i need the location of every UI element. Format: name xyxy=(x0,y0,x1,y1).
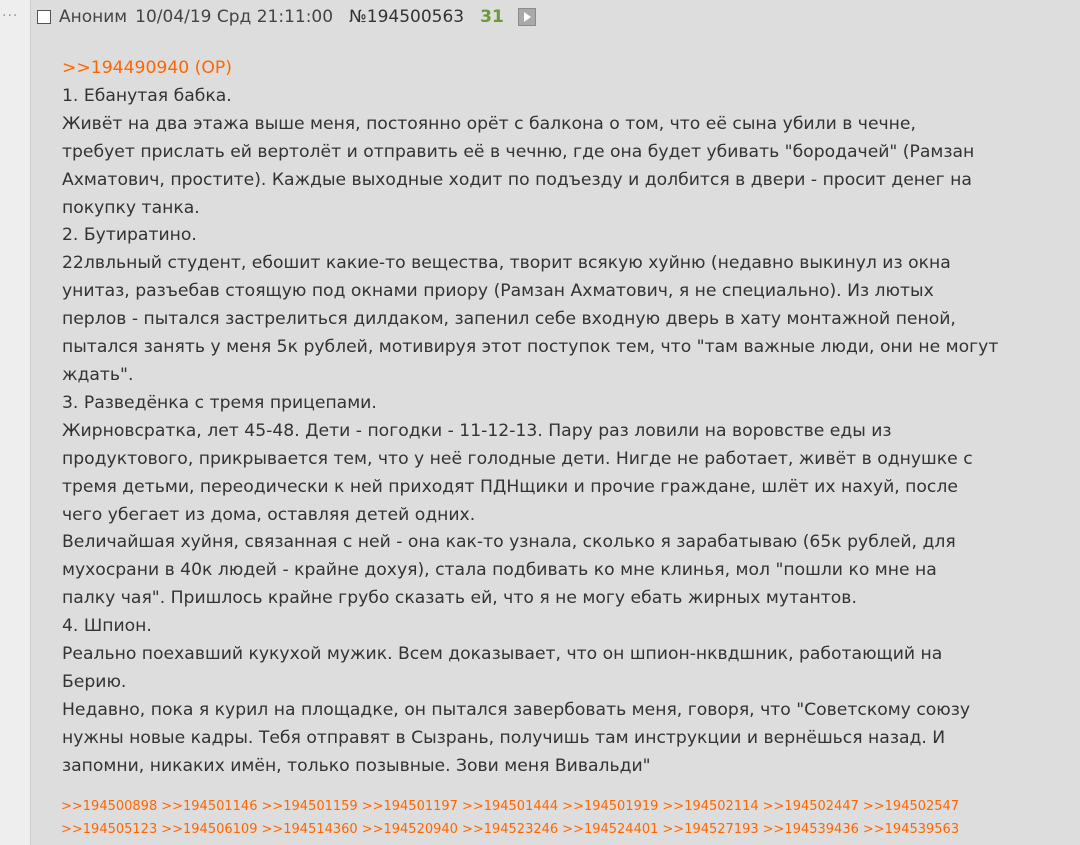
post-text-line: 1. Ебанутая бабка. xyxy=(62,85,232,106)
post-text-line: 3. Разведёнка с тремя прицепами. xyxy=(62,392,377,413)
post-header xyxy=(37,5,536,29)
post-body xyxy=(62,55,1077,781)
reply-count: 31 xyxy=(480,7,504,27)
play-icon[interactable] xyxy=(518,8,536,26)
post-text-line: 2. Бутиратино. xyxy=(62,225,197,246)
reply-link[interactable]: >>194501197 xyxy=(361,799,458,814)
post-text-line: Жирновсратка, лет 45-48. Дети - погодки - 11-12-13. Пару раз ловили на воровстве еды из xyxy=(62,420,892,441)
post-text-line: унитаз, разъебав стоящую под окнами приору (Рамзан Ахматович, я не специально). Из лютых xyxy=(62,281,934,302)
reply-link[interactable]: >>194501159 xyxy=(261,799,358,814)
post-text-line: мухосрани в 40к людей - крайне дохуя), стала подбивать ко мне клинья, мол "пошли ко мне на xyxy=(62,560,937,581)
reply-link[interactable]: >>194520940 xyxy=(361,821,458,837)
reply-link[interactable]: >>194539436 xyxy=(762,821,859,837)
poster-name: Аноним xyxy=(59,7,128,27)
post-text-line: нужны новые кадры. Тебя отправят в Сызрань, получишь там инструкции и вернёшься назад. И xyxy=(62,727,946,748)
post-text-line: тремя детьми, переодически к ней приходят ПДНщики и прочие граждане, шлёт их нахуй, после xyxy=(62,476,958,497)
post xyxy=(30,0,1080,845)
post-text-line: запомни, никаких имён, только позывные. Зови меня Вивальди" xyxy=(62,755,651,776)
reply-link[interactable]: >>194501919 xyxy=(562,799,659,814)
reply-link[interactable]: >>194502447 xyxy=(762,799,859,814)
reply-link[interactable]: >>194524401 xyxy=(562,821,659,837)
post-text-line: Ахматович, простите). Каждые выходные ходит по подъезду и долбится в двери - просит денег на xyxy=(62,169,972,190)
post-text-line: чего убегает из дома, оставляя детей одних. xyxy=(62,504,476,525)
post-text xyxy=(62,83,1077,781)
post-text-line: Величайшая хуйня, связанная с ней - она как-то узнала, сколько я зарабатываю (65к рублей, для xyxy=(62,532,956,553)
reply-link[interactable]: >>194501146 xyxy=(161,799,258,814)
post-text-line: палку чая". Пришлось крайне грубо сказать ей, что я не могу ебать жирных мутантов. xyxy=(62,588,857,609)
post-text-line: требует прислать ей вертолёт и отправить её в чечню, где она будет убивать "бородачей" (Рамзан xyxy=(62,141,975,162)
post-number[interactable]: №194500563 xyxy=(349,7,465,27)
reply-link[interactable]: >>194539563 xyxy=(862,821,960,837)
post-text-line: 4. Шпион. xyxy=(62,616,152,637)
post-text-line: перлов - пытался застрелиться дилдаком, запенил себе входную дверь в хату монтажной пеной, xyxy=(62,309,956,330)
reply-link[interactable]: >>194514360 xyxy=(261,821,358,837)
post-text-line: Берию. xyxy=(62,671,127,692)
reply-link[interactable]: >>194500898 xyxy=(61,799,158,814)
post-text-line: ждать". xyxy=(62,364,134,385)
replies-list xyxy=(61,796,1076,841)
post-date: 10/04/19 Срд 21:11:00 xyxy=(135,7,334,27)
post-text-line: 22лвльный студент, ебошит какие-то вещества, творит всякую хуйню (недавно выкинул из окна xyxy=(62,253,951,274)
reply-link-op[interactable]: >>194490940 (OP) xyxy=(62,58,232,78)
reply-link[interactable]: >>194505123 xyxy=(61,821,158,837)
post-text-line: продуктового, прикрывается тем, что у неё голодные дети. Нигде не работает, живёт в однушке с xyxy=(62,448,973,469)
reply-link[interactable]: >>194506109 xyxy=(161,821,258,837)
post-text-line: Реально поехавший кукухой мужик. Всем доказывает, что он шпион-нквдшник, работающий на xyxy=(62,644,943,665)
replies-row xyxy=(61,819,1076,842)
reply-link[interactable]: >>194523246 xyxy=(461,821,559,837)
reply-link[interactable]: >>194502547 xyxy=(862,799,960,814)
reply-link[interactable]: >>194527193 xyxy=(662,821,759,837)
thread-ellipsis: ··· xyxy=(2,8,19,24)
reply-link[interactable]: >>194502114 xyxy=(662,799,759,814)
reply-link[interactable]: >>194501444 xyxy=(461,799,559,814)
post-text-line: покупку танка. xyxy=(62,197,200,218)
post-text-line: Живёт на два этажа выше меня, постоянно орёт с балкона о том, что её сына убили в чечне, xyxy=(62,113,916,134)
post-text-line: Недавно, пока я курил на площадке, он пытался завербовать меня, говоря, что "Советскому союзу xyxy=(62,699,971,720)
post-text-line: пытался занять у меня 5к рублей, мотивируя этот поступок тем, что "там важные люди, они не могут xyxy=(62,337,999,358)
checkbox-icon[interactable] xyxy=(37,10,51,24)
replies-row xyxy=(61,796,1076,819)
